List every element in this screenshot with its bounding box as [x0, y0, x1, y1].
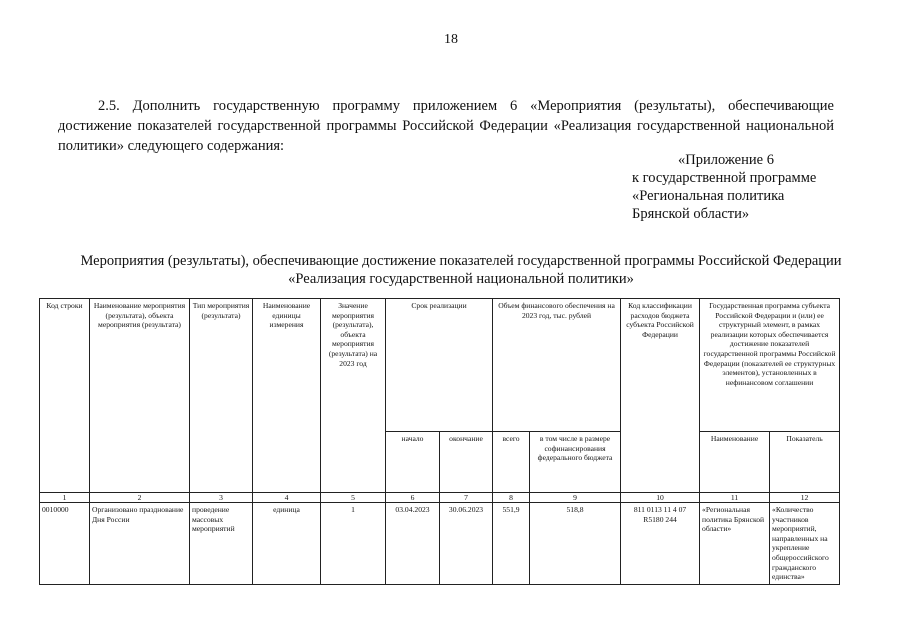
column-number: 1: [40, 493, 90, 503]
header-budget-code: Код классификации расходов бюджета субъекта Российской Федерации: [621, 299, 700, 493]
measures-table: [39, 298, 840, 585]
cell-indicator: «Количество участников мероприятий, направленных на укрепление общероссийского гражданского единства»: [770, 503, 840, 585]
table-title-line: «Реализация государственной национальной политики»: [288, 271, 634, 287]
header-program: Государственная программа субъекта Российской Федерации и (или) ее структурный элемент, в рамках реализации которых обеспечивается достижение показателей государственной программы Российской Федерации (показателей ее структурных элементов), установленных в нефинансовом соглашении: [700, 299, 840, 432]
header-value: Значение мероприятия (результата), объекта мероприятия (результата) на 2023 год: [321, 299, 386, 493]
table-header-row: [40, 299, 840, 432]
cell-total: 551,9: [493, 503, 530, 585]
header-program-name: Наименование: [700, 432, 770, 493]
cell-federal: 518,8: [530, 503, 621, 585]
header-program-indicator: Показатель: [770, 432, 840, 493]
header-funding-total: всего: [493, 432, 530, 493]
cell-budget-code: 811 0113 11 4 07 R5180 244: [621, 503, 700, 585]
header-type: Тип мероприятия (результата): [190, 299, 253, 493]
appendix-line: Брянской области»: [632, 206, 750, 222]
header-period: Срок реализации: [386, 299, 493, 432]
header-unit: Наименование единицы измерения: [253, 299, 321, 493]
column-number: 9: [530, 493, 621, 503]
header-funding: Объем финансового обеспечения на 2023 год, тыс. рублей: [493, 299, 621, 432]
cell-value: 1: [321, 503, 386, 585]
column-number: 12: [770, 493, 840, 503]
cell-start: 03.04.2023: [386, 503, 440, 585]
appendix-line: «Приложение 6: [678, 152, 774, 168]
column-number: 10: [621, 493, 700, 503]
column-number: 4: [253, 493, 321, 503]
cell-end: 30.06.2023: [440, 503, 493, 585]
appendix-reference: [632, 151, 872, 223]
column-number-row: [40, 493, 840, 503]
column-number: 8: [493, 493, 530, 503]
header-period-start: начало: [386, 432, 440, 493]
page-number: 18: [444, 32, 458, 47]
cell-type: проведение массовых мероприятий: [190, 503, 253, 585]
appendix-line: «Региональная политика: [632, 188, 785, 204]
intro-paragraph: 2.5. Дополнить государственную программу приложением 6 «Мероприятия (результаты), обеспечивающие достижение показателей государственной программы Российской Федерации «Реализация государственной национальной политики» следующего содержания:: [58, 98, 834, 154]
column-number: 2: [90, 493, 190, 503]
column-number: 6: [386, 493, 440, 503]
table-row: [40, 503, 840, 585]
column-number: 7: [440, 493, 493, 503]
column-number: 5: [321, 493, 386, 503]
cell-name: Организовано празднование Дня России: [90, 503, 190, 585]
table-title-line: Мероприятия (результаты), обеспечивающие достижение показателей государственной программы Российской Федерации: [80, 253, 842, 269]
cell-code: 0010000: [40, 503, 90, 585]
table-title: [40, 252, 882, 288]
cell-program-name: «Региональная политика Брянской области»: [700, 503, 770, 585]
header-name: Наименование мероприятия (результата), объекта мероприятия (результата): [90, 299, 190, 493]
header-period-end: окончание: [440, 432, 493, 493]
column-number: 11: [700, 493, 770, 503]
column-number: 3: [190, 493, 253, 503]
header-code: Код строки: [40, 299, 90, 493]
appendix-line: к государственной программе: [632, 170, 817, 186]
header-funding-federal: в том числе в размере софинансирования федерального бюджета: [530, 432, 621, 493]
cell-unit: единица: [253, 503, 321, 585]
